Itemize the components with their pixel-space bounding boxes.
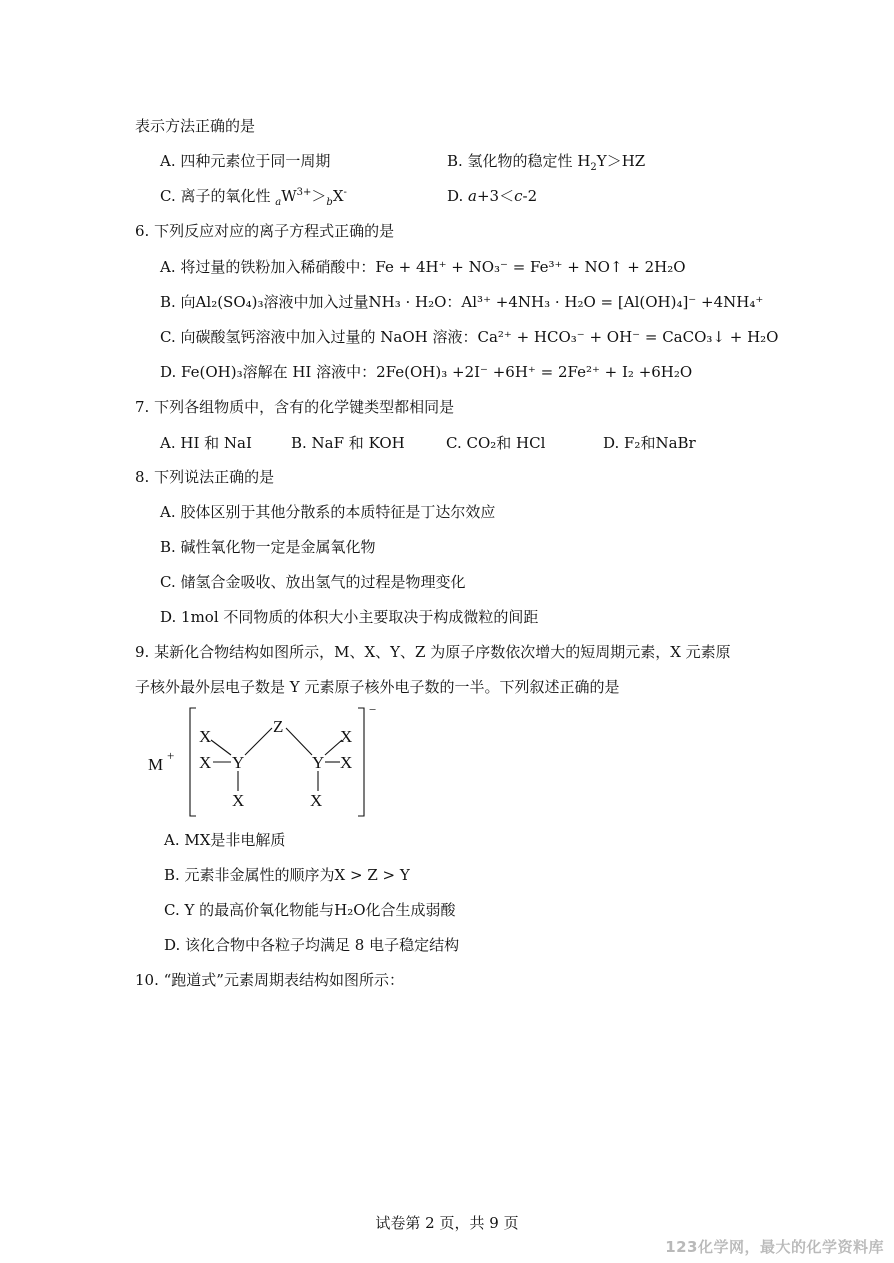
bond-z-y-right (286, 728, 312, 755)
atom-x-bottom-left: X (232, 791, 245, 810)
q7-option-b: B. NaF 和 KOH (291, 434, 405, 452)
atom-y-right: Y (312, 753, 325, 772)
q9-stem-line2: 子核外最外层电子数是 Y 元素原子核外电子数的一半。下列叙述正确的是 (135, 678, 620, 696)
q8-option-d: D. 1mol 不同物质的体积大小主要取决于构成微粒的间距 (160, 608, 539, 626)
q8-option-c: C. 储氢合金吸收、放出氢气的过程是物理变化 (160, 573, 466, 591)
q7-option-c: C. CO₂和 HCl (446, 434, 546, 452)
q9-option-b: B. 元素非金属性的顺序为X > Z > Y (164, 866, 410, 884)
q8-stem: 8. 下列说法正确的是 (135, 468, 275, 486)
q8-option-a: A. 胶体区别于其他分散系的本质特征是丁达尔效应 (160, 503, 496, 521)
cation-charge: + (167, 748, 175, 763)
atom-y-left: Y (232, 753, 245, 772)
bond-y-z-left (245, 728, 272, 755)
q8-option-b: B. 碱性氧化物一定是金属氧化物 (160, 538, 376, 556)
atom-x-mid-right: X (340, 753, 353, 772)
atom-x-mid-left: X (199, 753, 212, 772)
q9-option-d: D. 该化合物中各粒子均满足 8 电子稳定结构 (164, 936, 460, 954)
right-bracket (358, 708, 364, 816)
bond-x-y-top-left (211, 740, 231, 755)
atom-x-top-left: X (199, 727, 212, 746)
cation-m: M (148, 755, 164, 774)
left-bracket (190, 708, 196, 816)
q5-stem-tail: 表示方法正确的是 (135, 117, 256, 135)
atom-x-bottom-right: X (310, 791, 323, 810)
q6-option-d: D. Fe(OH)₃溶解在 HI 溶液中：2Fe(OH)₃ +2I⁻ +6H⁺ = 2Fe²⁺ + I₂ +6H₂O (160, 363, 693, 381)
atom-x-top-right: X (340, 727, 353, 746)
atom-z: Z (273, 717, 284, 736)
q7-option-a: A. HI 和 NaI (160, 434, 252, 452)
q9-option-a: A. MX是非电解质 (164, 831, 286, 849)
anion-charge: − (369, 703, 377, 717)
q7-option-d: D. F₂和NaBr (603, 434, 696, 452)
q6-option-b: B. 向Al₂(SO₄)₃溶液中加入过量NH₃ · H₂O：Al³⁺ +4NH₃ · H₂O = [Al(OH)₄]⁻ +4NH₄⁺ (160, 293, 764, 311)
q6-stem: 6. 下列反应对应的离子方程式正确的是 (135, 222, 395, 240)
q9-structure-diagram (140, 703, 385, 821)
q5-option-c: C. 离子的氧化性 $_aW^{3+}>_bX^-$ (160, 187, 347, 208)
q5-option-d: D. a+3＜c-2 (447, 187, 538, 205)
q5-option-a: A. 四种元素位于同一周期 (160, 152, 331, 170)
q6-option-c: C. 向碳酸氢钙溶液中加入过量的 NaOH 溶液：Ca²⁺ + HCO₃⁻ + OH⁻ = CaCO₃↓ + H₂O (160, 328, 779, 346)
q7-stem: 7. 下列各组物质中，含有的化学键类型都相同是 (135, 398, 455, 416)
watermark: 123化学网，最大的化学资料库 (665, 1238, 884, 1256)
q6-option-a: A. 将过量的铁粉加入稀硝酸中：Fe + 4H⁺ + NO₃⁻ = Fe³⁺ + NO↑ + 2H₂O (160, 258, 686, 276)
q9-option-c: C. Y 的最高价氧化物能与H₂O化合生成弱酸 (164, 901, 456, 919)
page-footer: 试卷第 2 页，共 9 页 (375, 1214, 519, 1232)
q5-option-b: B. 氢化物的稳定性 $H_2Y>HZ$ (447, 152, 646, 173)
q9-stem-line1: 9. 某新化合物结构如图所示，M、X、Y、Z 为原子序数依次增大的短周期元素，X 元素原 (135, 643, 731, 661)
q10-stem: 10. “跑道式”元素周期表结构如图所示： (135, 971, 404, 989)
